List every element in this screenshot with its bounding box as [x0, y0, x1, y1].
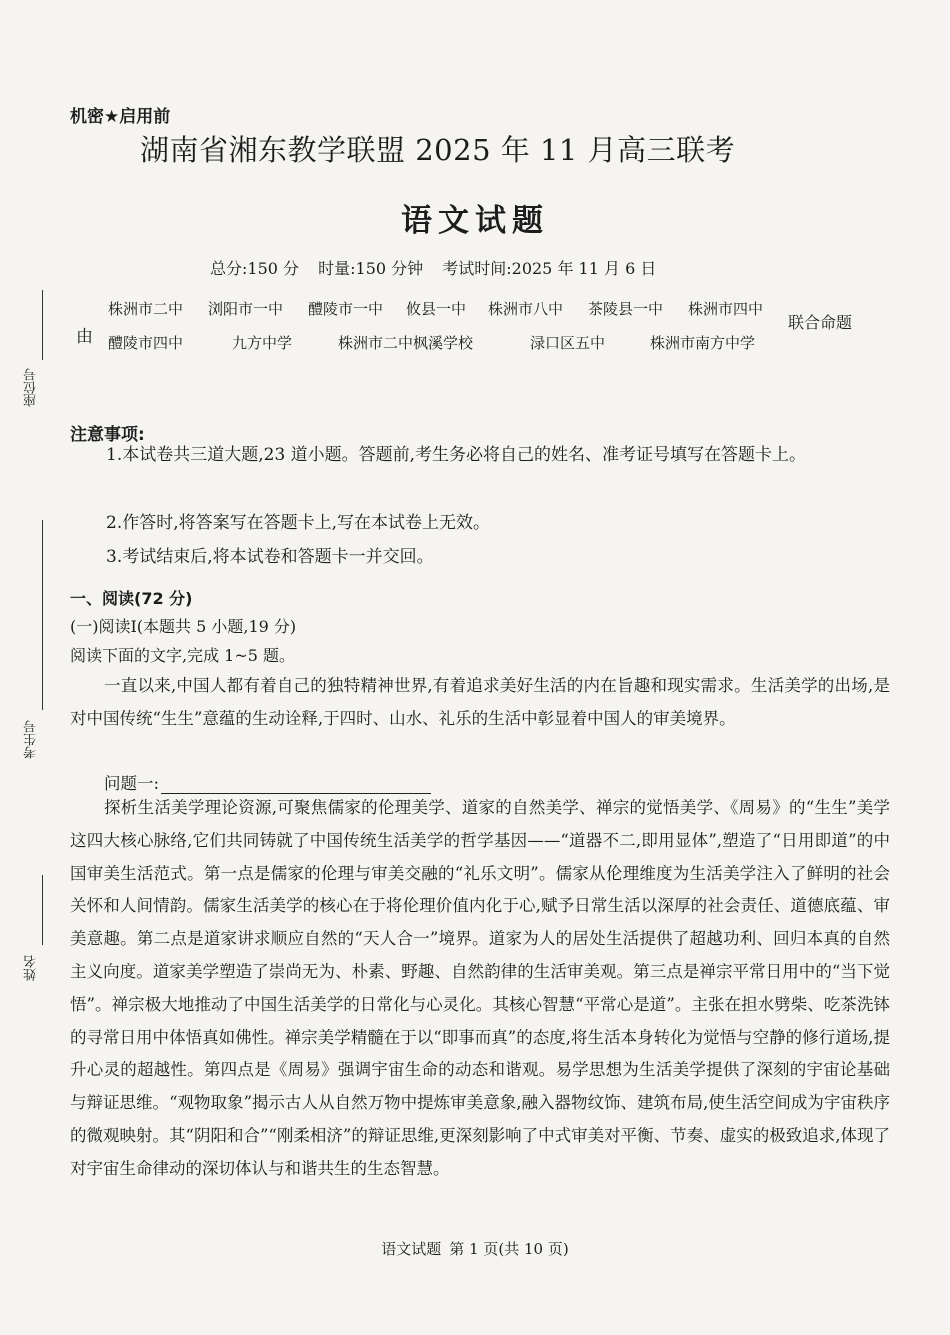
seat-number-field[interactable]	[22, 290, 52, 430]
exam-number-field[interactable]	[22, 520, 52, 780]
notice-item-2: 2.作答时,将答案写在答题卡上,写在本试卷上无效。	[106, 513, 491, 533]
page-footer	[0, 1238, 950, 1259]
exam-title: 湖南省湘东教学联盟 2025 年 11 月高三联考	[140, 133, 736, 167]
school-name: 醴陵市四中	[108, 334, 184, 352]
schools-prefix: 由	[76, 327, 93, 347]
exam-number-line	[42, 520, 43, 710]
footer-page: 第 1 页(共 10 页)	[449, 1240, 569, 1258]
school-name: 渌口区五中	[530, 334, 606, 352]
joint-authoring-label: 联合命题	[788, 313, 853, 332]
secret-label: 机密★启用前	[70, 107, 171, 127]
notice-title: 注意事项:	[70, 425, 145, 445]
notice-item-3: 3.考试结束后,将本试卷和答题卡一并交回。	[106, 547, 434, 567]
notice-item-1: 1.本试卷共三道大题,23 道小题。答题前,考生务必将自己的姓名、准考证号填写在答题卡上。	[106, 445, 807, 465]
seat-number-label: 座位号	[24, 368, 39, 407]
problem-heading	[104, 770, 431, 794]
article-body: 探析生活美学理论资源,可聚焦儒家的伦理美学、道家的自然美学、禅宗的觉悟美学、《周易》的“生生”美学这四大核心脉络,它们共同铸就了中国传统生活美学的哲学基因——“道器不二,即用显体”,塑造了“日用即道”的中国审美生活范式。第一点是儒家的伦理与审美交融的“礼乐文明”。儒家从伦理维度为生活美学注入了鲜明的社会关怀和人间情韵。儒家生活美学的核心在于将伦理价值内化于心,赋予日常生活以深厚的社会责任、道德底蕴、审美意趣。第二点是道家讲求顺应自然的“天人合一”境界。道家为人的居处生活提供了超越功利、回归本真的自然主义向度。道家美学塑造了崇尚无为、朴素、野趣、自然韵律的生活审美观。第三点是禅宗平常日用中的“当下觉悟”。禅宗极大地推动了中国生活美学的日常化与心灵化。其核心智慧“平常心是道”。主张在担水劈柴、吃茶洗钵的寻常日用中体悟真如佛性。禅宗美学精髓在于以“即事而真”的态度,将生活本身转化为觉悟与空静的修行道场,提升心灵的超越性。第四点是《周易》强调宇宙生命的动态和谐观。易学思想为生活美学提供了深刻的宇宙论基础与辩证思维。“观物取象”揭示古人从自然万物中提炼审美意象,融入器物纹饰、建筑布局,使生活空间成为宇宙秩序的微观映射。其“阴阳和合”“刚柔相济”的辩证思维,更深刻影响了中式审美对平衡、节奏、虚实的极致追求,体现了对宇宙生命律动的深切体认与和谐共生的生态智慧。	[70, 798, 890, 1178]
section-subtitle: (一)阅读Ⅰ(本题共 5 小题,19 分)	[70, 617, 297, 636]
article-intro: 一直以来,中国人都有着自己的独特精神世界,有着追求美好生活的内在旨趣和现实需求。生活美学的出场,是对中国传统“生生”意蕴的生动诠释,于四时、山水、礼乐的生活中彰显着中国人的审美境界。	[70, 676, 890, 728]
duration: 时量:150 分钟	[318, 259, 424, 278]
name-label: 姓名	[24, 955, 39, 981]
exam-time: 考试时间:2025 年 11 月 6 日	[442, 259, 657, 278]
problem-label: 问题一:	[104, 774, 160, 793]
school-name: 攸县一中	[406, 300, 467, 318]
footer-subject: 语文试题	[381, 1240, 442, 1258]
seat-number-line	[42, 290, 43, 360]
name-line	[42, 875, 43, 945]
subject-title: 语文试题	[401, 203, 549, 239]
exam-meta	[210, 256, 670, 279]
school-name: 浏阳市一中	[208, 300, 284, 318]
school-name: 株洲市二中	[108, 300, 184, 318]
total-score: 总分:150 分	[210, 259, 300, 278]
school-name: 株洲市南方中学	[650, 334, 756, 352]
section-title: 一、阅读(72 分)	[70, 589, 193, 608]
school-name: 株洲市二中枫溪学校	[338, 334, 474, 352]
name-field[interactable]	[22, 875, 52, 1005]
school-name: 株洲市八中	[488, 300, 564, 318]
school-name: 醴陵市一中	[308, 300, 384, 318]
school-name: 九方中学	[232, 334, 293, 352]
exam-number-label: 考生号	[24, 720, 39, 759]
school-name: 茶陵县一中	[588, 300, 664, 318]
section-instruction: 阅读下面的文字,完成 1~5 题。	[70, 646, 296, 665]
school-name: 株洲市四中	[688, 300, 764, 318]
